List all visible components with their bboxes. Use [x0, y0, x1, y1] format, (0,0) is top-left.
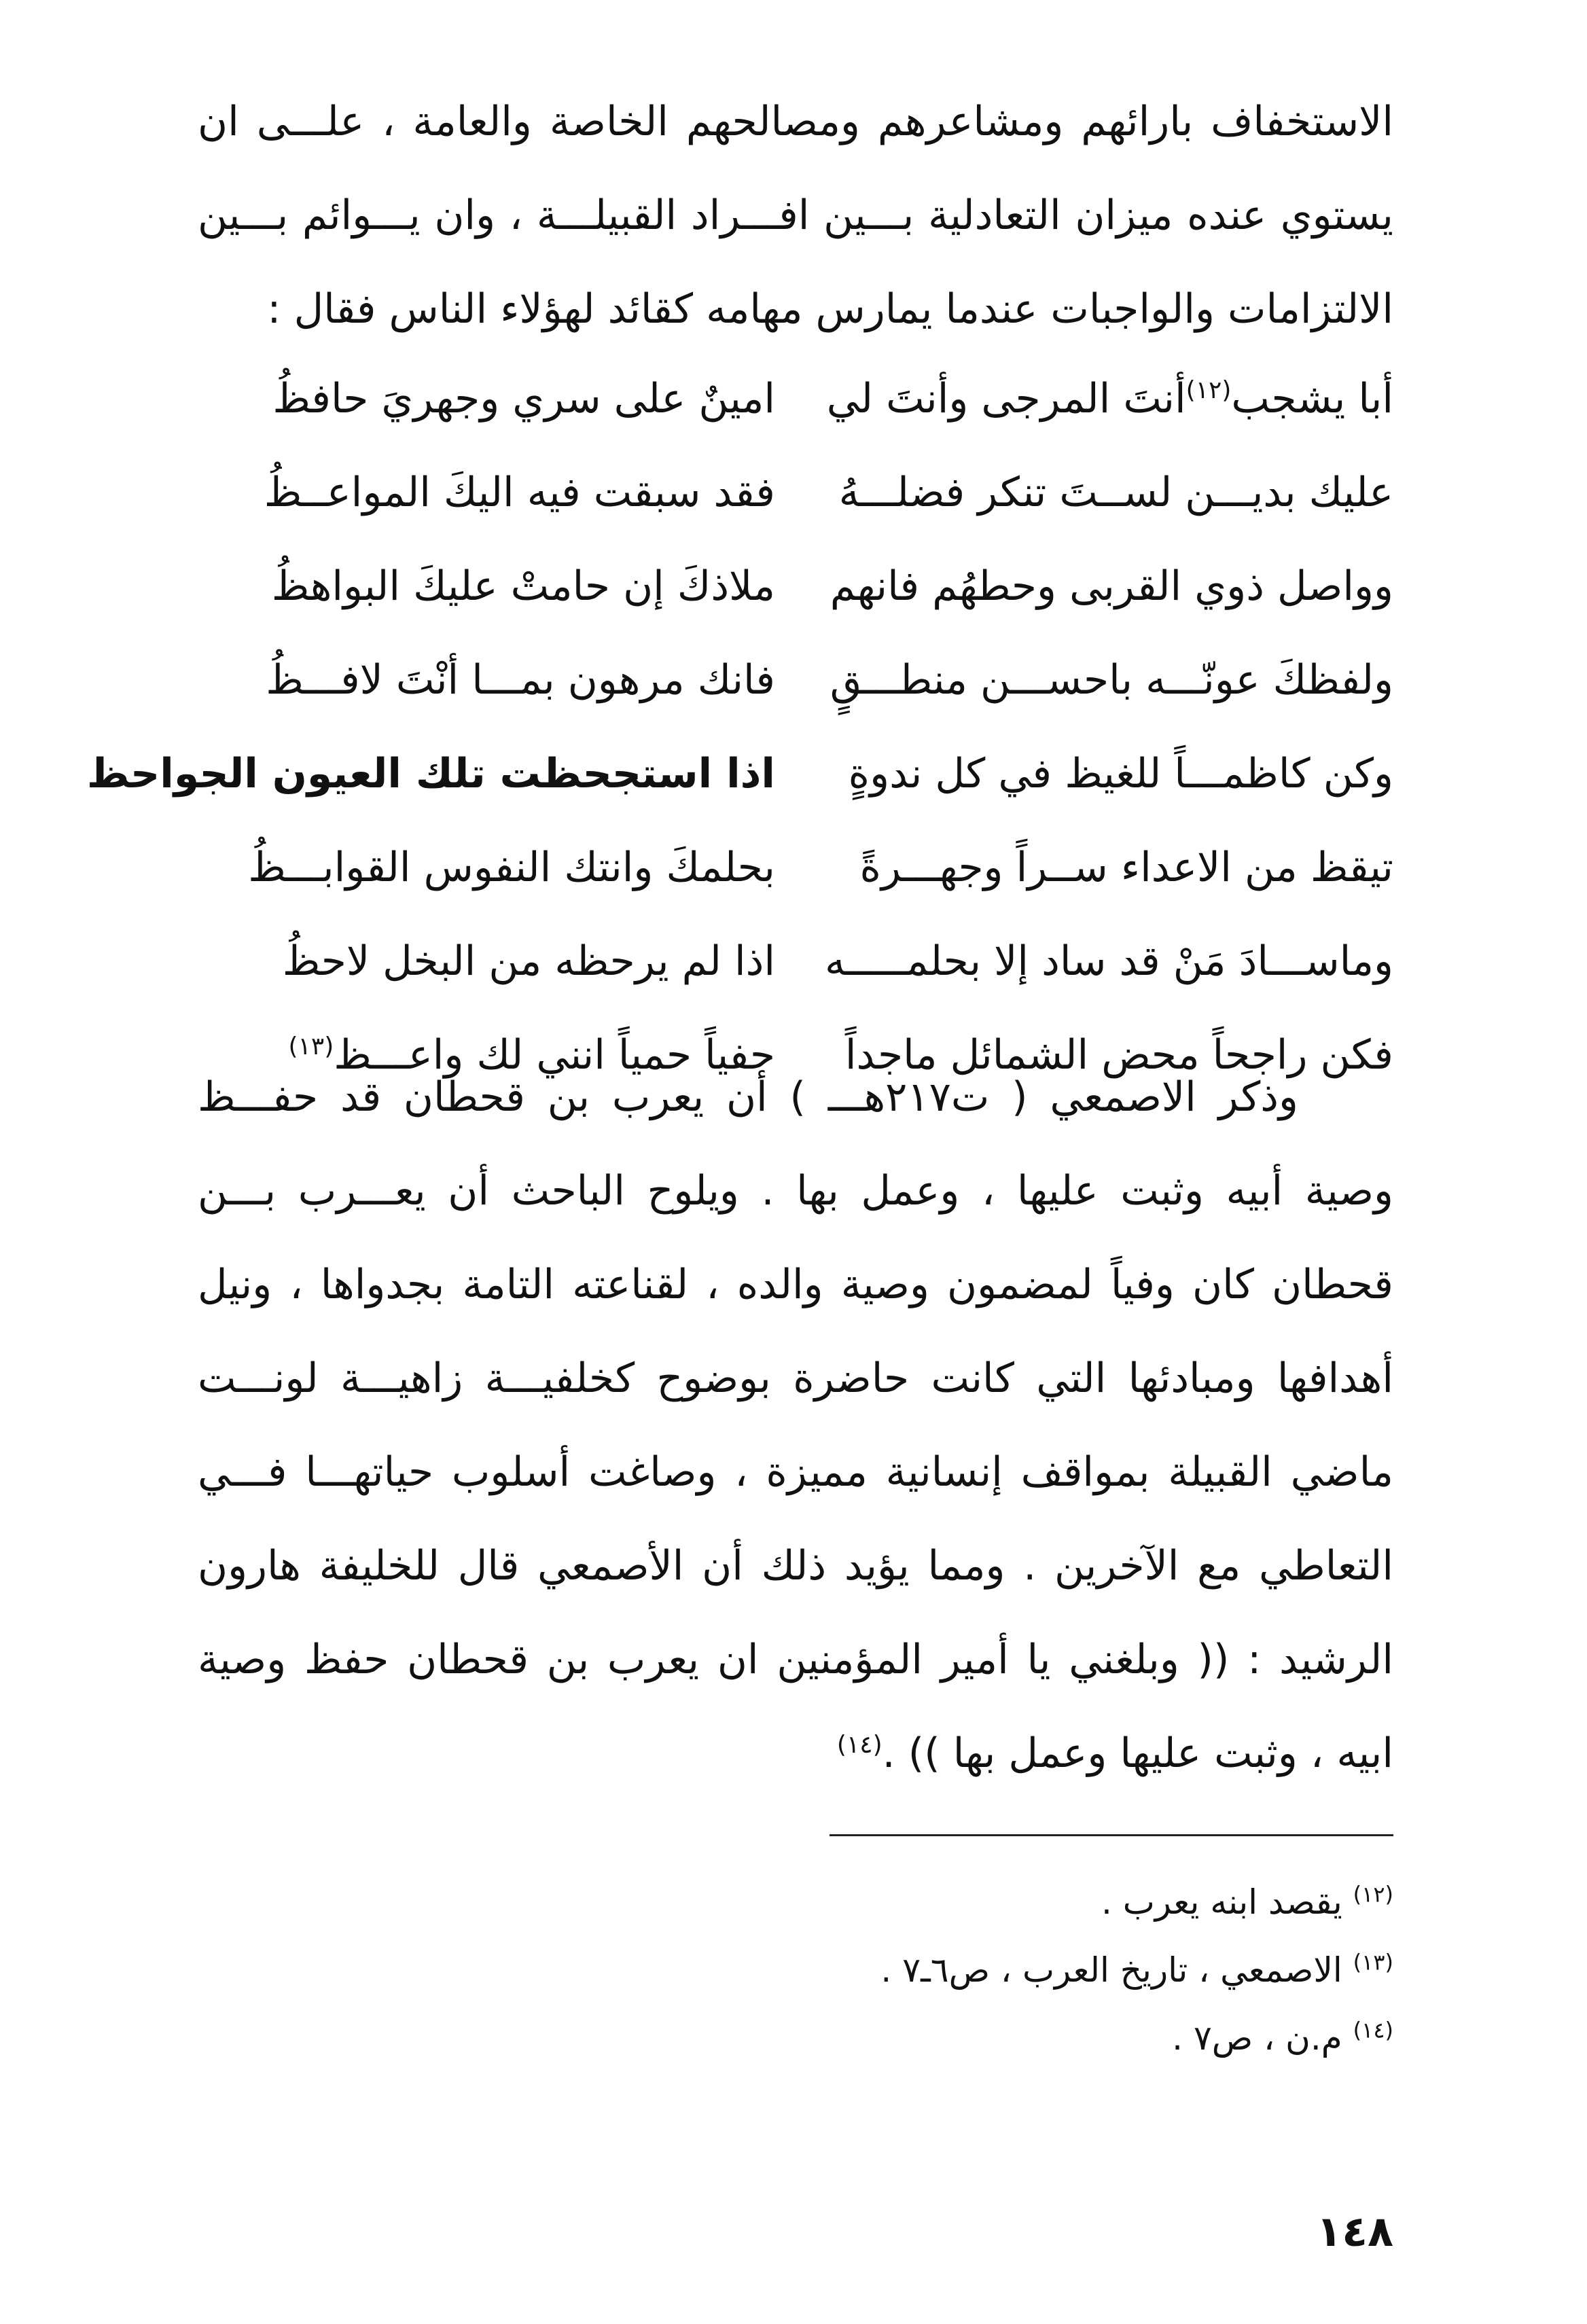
- poem: [86, 352, 1393, 1102]
- footnote-text: م.ن ، ص٧ .: [1172, 2018, 1342, 2058]
- first-hemistich: وواصل ذوي القربى وحطهُم فانهم: [830, 562, 1393, 610]
- text-line: الاستخفاف بارائهم ومشاعرهم ومصالحهم الخاصة والعامة ، علـــى ان: [198, 98, 1393, 145]
- footnote: [198, 1868, 1393, 1936]
- footnote: [198, 2004, 1393, 2072]
- text-line: يستوي عنده ميزان التعادلية بـــين افـــراد القبيلـــة ، وان يـــوائم بـــين: [198, 192, 1393, 239]
- second-hemistich: اذا لم يرحظه من البخل لاحظُ: [282, 937, 775, 985]
- verse: [198, 539, 1393, 633]
- text-line: قحطان كان وفياً لمضمون وصية والده ، لقناعته التامة بجدواها ، ونيل: [198, 1261, 1393, 1308]
- text-line: ابيه ، وثبت عليها وعمل بها )) .$^{(١٤)}$: [836, 1730, 1393, 1777]
- first-hemistich: وكن كاظمـــاً للغيظ في كل ندوةٍ: [848, 750, 1393, 798]
- first-hemistich: وماســـادَ مَنْ قد ساد إلا بحلمـــــه: [825, 937, 1393, 985]
- footnote-divider: [830, 1834, 1393, 1836]
- text-line: الالتزامات والواجبات عندما يمارس مهامه كقائد لهؤلاء الناس فقال :: [267, 285, 1393, 333]
- body-paragraph: [198, 1050, 1393, 1800]
- footnotes: [198, 1868, 1393, 2072]
- second-hemistich: حفياً حمياً انني لك واعـــظ$^{(١٣)}$: [288, 1031, 775, 1079]
- verse: [198, 633, 1393, 727]
- first-hemistich: عليك بديـــن لســتَ تنكر فضلـــهُ: [838, 469, 1393, 516]
- first-hemistich: ولفظكَ عونّـــه باحســـن منطـــقٍ: [830, 656, 1393, 704]
- second-hemistich: امينٌ على سري وجهريَ حافظُ: [272, 375, 775, 423]
- intro-paragraph: [198, 75, 1393, 356]
- second-hemistich: فقد سبقت فيه اليكَ المواعــظُ: [264, 469, 775, 516]
- first-hemistich: تيقظ من الاعداء ســراً وجهـــرةً: [859, 844, 1393, 891]
- second-hemistich: فانك مرهون بمـــا أنْتَ لافـــظُ: [266, 656, 775, 704]
- text-line: وذكر الاصمعي ( ت٢١٧هـــ ) أن يعرب بن قحطان قد حفـــظ: [198, 1073, 1298, 1121]
- text-line: أهدافها ومبادئها التي كانت حاضرة بوضوح كخلفيـــة زاهيـــة لونـــت: [198, 1355, 1393, 1402]
- first-hemistich: فكن راجحاً محض الشمائل ماجداً: [844, 1031, 1393, 1079]
- page-number: ١٤٨: [1316, 2206, 1393, 2256]
- footnote-reference: (١٢): [1185, 376, 1232, 404]
- footnote: [198, 1936, 1393, 2004]
- footnote-reference: (١٣): [288, 1033, 334, 1060]
- text-line: التعاطي مع الآخرين . ومما يؤيد ذلك أن الأصمعي قال للخليفة هارون: [198, 1542, 1393, 1590]
- second-hemistich: بحلمكَ وانتك النفوس القوابـــظُ: [248, 844, 775, 891]
- verse: [198, 446, 1393, 539]
- verse: [198, 821, 1393, 914]
- verse: [86, 727, 1393, 821]
- second-hemistich: ملاذكَ إن حامتْ عليكَ البواهظُ: [271, 562, 775, 610]
- footnote-marker: (١٢): [1353, 1881, 1393, 1908]
- footnote-text: يقصد ابنه يعرب .: [1101, 1882, 1342, 1922]
- footnote-text: الاصمعي ، تاريخ العرب ، ص٦ـ٧ .: [880, 1950, 1342, 1990]
- text-line: الرشيد : (( وبلغني يا أمير المؤمنين ان يعرب بن قحطان حفظ وصية: [198, 1636, 1393, 1683]
- footnote-marker: (١٣): [1353, 1949, 1393, 1976]
- footnote-marker: (١٤): [1353, 2017, 1393, 2043]
- second-hemistich: اذا استجحظت تلك العيون الجواحظ: [86, 750, 775, 798]
- verse: [198, 914, 1393, 1008]
- text-line: ماضي القبيلة بمواقف إنسانية مميزة ، وصاغت أسلوب حياتهـــا فـــي: [198, 1448, 1393, 1496]
- verse: [198, 352, 1393, 446]
- first-hemistich: أبا يشجب$^{(١٢)}$أنتَ المرجى وأنتَ لي: [826, 375, 1393, 423]
- text-line: وصية أبيه وثبت عليها ، وعمل بها . ويلوح الباحث أن يعـــرب بـــن: [198, 1167, 1393, 1215]
- footnote-reference: (١٤): [836, 1731, 882, 1759]
